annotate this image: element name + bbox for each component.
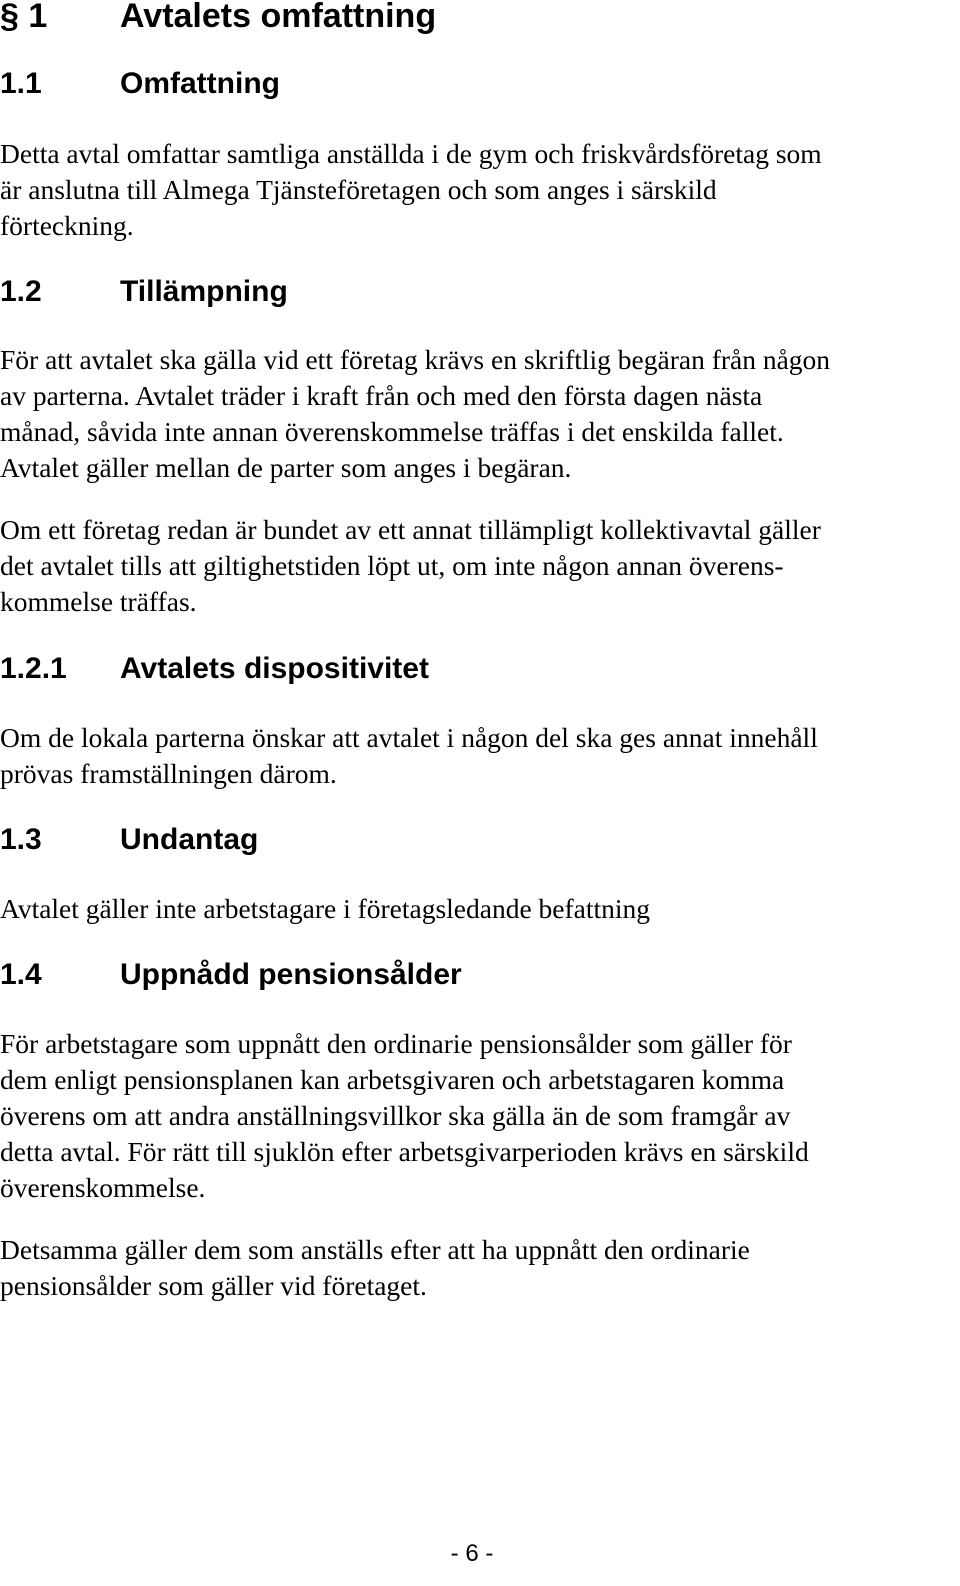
section-title: Avtalets omfattning	[120, 0, 437, 35]
subsection-number: 1.2.1	[0, 652, 67, 685]
paragraph-line: detta avtal. För rätt till sjuklön efter arbetsgivarperioden krävs en särskild	[0, 1136, 809, 1167]
subsection-title: Omfattning	[120, 67, 280, 100]
paragraph-line: månad, såvida inte annan överenskommelse träffas i det enskilda fallet.	[0, 416, 784, 447]
subsection-heading-1-2-1	[0, 651, 429, 687]
paragraph-line: av parterna. Avtalet träder i kraft från och med den första dagen nästa	[0, 380, 763, 411]
paragraph-line: Detta avtal omfattar samtliga anställda i de gym och friskvårdsföretag som	[0, 138, 822, 169]
paragraph-line: överenskommelse.	[0, 1172, 206, 1203]
subsection-heading-1-3	[0, 822, 258, 858]
section-heading	[0, 0, 436, 38]
subsection-number: 1.3	[0, 823, 42, 856]
subsection-heading-1-2	[0, 274, 288, 310]
subsection-title: Undantag	[120, 823, 259, 856]
paragraph-line: Om ett företag redan är bundet av ett annat tillämpligt kollektivavtal gäller	[0, 514, 821, 545]
page-number: - 6 -	[450, 1540, 494, 1567]
paragraph-line: kommelse träffas.	[0, 586, 197, 617]
paragraph-pensionsalder-1	[0, 1026, 955, 1206]
paragraph-line: prövas framställningen därom.	[0, 758, 337, 789]
paragraph-line: Avtalet gäller mellan de parter som anges i begäran.	[0, 452, 572, 483]
paragraph-line: Avtalet gäller inte arbetstagare i företagsledande befattning	[0, 893, 651, 924]
paragraph-line: För arbetstagare som uppnått den ordinarie pensionsålder som gäller för	[0, 1028, 792, 1059]
subsection-number: 1.4	[0, 958, 42, 991]
paragraph-tillampning-1	[0, 342, 955, 486]
paragraph-line: överens om att andra anställningsvillkor ska gälla än de som framgår av	[0, 1100, 791, 1131]
paragraph-line: är anslutna till Almega Tjänsteföretagen och som anges i särskild	[0, 174, 717, 205]
subsection-title: Tillämpning	[120, 275, 288, 308]
paragraph-line: Detsamma gäller dem som anställs efter att ha uppnått den ordinarie	[0, 1234, 750, 1265]
paragraph-pensionsalder-2	[0, 1232, 955, 1304]
paragraph-omfattning	[0, 136, 955, 244]
subsection-title: Uppnådd pensionsålder	[120, 958, 462, 991]
subsection-heading-1-4	[0, 957, 462, 993]
paragraph-undantag	[0, 891, 955, 927]
paragraph-line: För att avtalet ska gälla vid ett företag krävs en skriftlig begäran från någon	[0, 344, 831, 375]
subsection-number: 1.2	[0, 275, 42, 308]
paragraph-line: dem enligt pensionsplanen kan arbetsgivaren och arbetstagaren komma	[0, 1064, 785, 1095]
page-footer	[0, 1536, 948, 1572]
paragraph-tillampning-2	[0, 512, 955, 620]
paragraph-line: det avtalet tills att giltighetstiden löpt ut, om inte någon annan överens-	[0, 550, 784, 581]
paragraph-line: pensionsålder som gäller vid företaget.	[0, 1270, 427, 1301]
paragraph-line: Om de lokala parterna önskar att avtalet i någon del ska ges annat innehåll	[0, 722, 818, 753]
subsection-title: Avtalets dispositivitet	[120, 652, 429, 685]
subsection-heading-1-1	[0, 66, 280, 102]
paragraph-dispositivitet	[0, 720, 955, 792]
paragraph-line: förteckning.	[0, 210, 134, 241]
subsection-number: 1.1	[0, 67, 42, 100]
section-number: § 1	[0, 0, 48, 35]
